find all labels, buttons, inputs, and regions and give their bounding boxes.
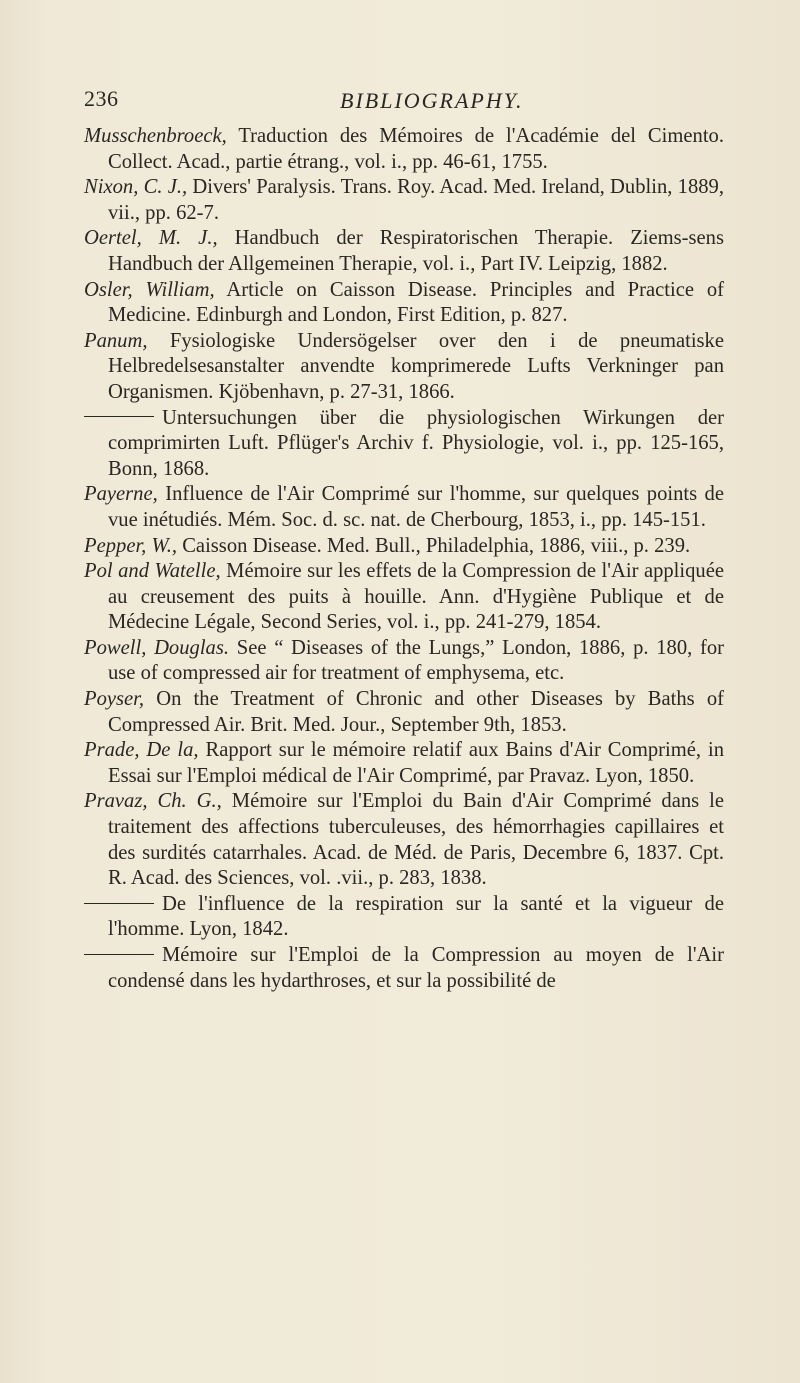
- bibliography-entry: [84, 124, 724, 175]
- bibliography-entry: [84, 789, 724, 891]
- bibliography-list: [84, 124, 724, 994]
- bibliography-entry: [84, 329, 724, 406]
- entry-text: Caisson Disease. Med. Bull., Philadelphia, 1886, viii., p. 239.: [177, 534, 691, 557]
- entry-text: Influence de l'Air Comprimé sur l'homme, sur quelques points de vue inétudiés. Mém. Soc. d. sc. nat. de Cherbourg, 1853, i., pp. 145-151.: [108, 483, 724, 531]
- running-title: BIBLIOGRAPHY.: [340, 88, 524, 113]
- bibliography-entry: [84, 226, 724, 277]
- entry-text: De l'influence de la respiration sur la santé et la vigueur de l'homme. Lyon, 1842.: [108, 892, 724, 941]
- ditto-dash: [84, 903, 154, 904]
- entry-text: Fysiologiske Undersögelser over den i de pneumatiske Helbredelsesanstalter anvendte komprimerede Lufts Verkninger pan Organismen. Kjöbenhavn, p. 27-31, 1866.: [108, 329, 724, 403]
- page-header: [84, 86, 724, 116]
- entry-text: Traduction des Mémoires de l'Académie del Cimento. Collect. Acad., partie étrang., vol. i., pp. 46-61, 1755.: [108, 125, 724, 173]
- bibliography-entry: [84, 687, 724, 738]
- entry-text: Handbuch der Respiratorischen Therapie. Ziems-sens Handbuch der Allgemeinen Therapie, vol. i., Part IV. Leipzig, 1882.: [108, 227, 724, 275]
- bibliography-entry: [84, 278, 724, 329]
- entry-text: Divers' Paralysis. Trans. Roy. Acad. Med. Ireland, Dublin, 1889, vii., pp. 62-7.: [108, 176, 724, 224]
- entry-text: Mémoire sur l'Emploi du Bain d'Air Comprimé dans le traitement des affections tuberculeuses, des hémorrhagies capillaires et des surdités catarrhales. Acad. de Méd. de Paris, Decembre 6, 1837. Cpt. R. Acad. des Sciences, vol. .vii., p. 283, 1838.: [108, 790, 724, 890]
- entry-author: Pol and Watelle,: [84, 560, 221, 583]
- bibliography-entry: [84, 738, 724, 789]
- entry-author: Pepper, W.,: [84, 534, 178, 557]
- entry-author: Osler, William,: [84, 278, 215, 301]
- bibliography-entry: [84, 406, 724, 483]
- bibliography-entry: [84, 636, 724, 687]
- entry-text: Mémoire sur l'Emploi de la Compression au moyen de l'Air condensé dans les hydarthroses, et sur la possibilité de: [108, 944, 724, 992]
- entry-text: Untersuchungen über die physiologischen Wirkungen der comprimirten Luft. Pflüger's Archiv f. Physiologie, vol. i., pp. 125-165, Bonn, 1868.: [108, 406, 724, 480]
- bibliography-entry: [84, 943, 724, 994]
- bibliography-entry: [84, 482, 724, 533]
- entry-text: See “ Diseases of the Lungs,” London, 1886, p. 180, for use of compressed air for treatment of emphysema, etc.: [108, 636, 725, 685]
- entry-text: Mémoire sur les effets de la Compression de l'Air appliquée au creusement des puits à houille. Ann. d'Hygiène Publique et de Médecine Légale, Second Series, vol. i., pp. 241-279, 1854.: [108, 560, 724, 634]
- entry-author: Panum,: [84, 329, 148, 352]
- bibliography-entry: [84, 892, 724, 943]
- entry-author: Payerne,: [84, 483, 158, 506]
- bibliography-entry: [84, 559, 724, 636]
- ditto-dash: [84, 954, 154, 955]
- entry-author: Powell, Douglas.: [84, 636, 230, 659]
- page-number: 236: [84, 86, 119, 111]
- entry-author: Musschenbroeck,: [84, 125, 227, 147]
- ditto-dash: [84, 416, 154, 417]
- entry-author: Nixon, C. J.,: [84, 176, 188, 199]
- entry-author: Poyser,: [84, 688, 145, 711]
- entry-text: Article on Caisson Disease. Principles and Practice of Medicine. Edinburgh and London, First Edition, p. 827.: [108, 278, 724, 327]
- entry-text: Rapport sur le mémoire relatif aux Bains d'Air Comprimé, in Essai sur l'Emploi médical de l'Air Comprimé, par Pravaz. Lyon, 1850.: [108, 739, 724, 787]
- entry-author: Pravaz, Ch. G.,: [84, 790, 222, 813]
- bibliography-entry: [84, 534, 724, 560]
- entry-author: Prade, De la,: [84, 739, 199, 762]
- bibliography-entry: [84, 175, 724, 226]
- entry-text: On the Treatment of Chronic and other Diseases by Baths of Compressed Air. Brit. Med. Jour., September 9th, 1853.: [108, 688, 724, 736]
- entry-author: Oertel, M. J.,: [84, 227, 218, 250]
